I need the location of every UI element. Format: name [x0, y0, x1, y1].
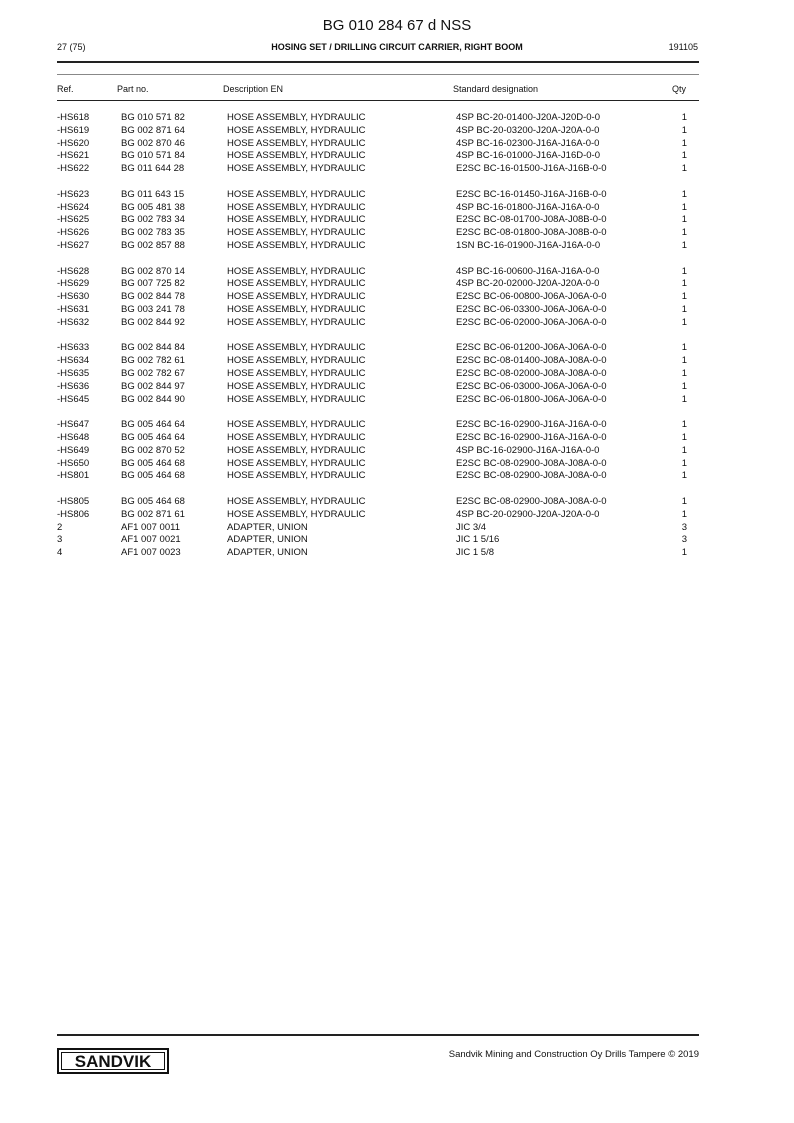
cell-qty: 3: [681, 534, 687, 546]
cell-part: BG 002 870 52: [121, 444, 185, 456]
cell-qty: 1: [681, 291, 687, 303]
cell-ref: -HS636: [57, 380, 90, 392]
cell-ref: 3: [57, 534, 63, 546]
cell-desc: HOSE ASSEMBLY, HYDRAULIC: [227, 188, 366, 200]
table-row: [0, 189, 794, 202]
cell-ref: -HS619: [57, 124, 90, 136]
table-row: [0, 342, 794, 355]
cell-std: E2SC BC-08-01800-J08A-J08B-0-0: [456, 227, 607, 239]
table-row: [0, 547, 794, 560]
cell-ref: -HS626: [57, 227, 90, 239]
cell-desc: HOSE ASSEMBLY, HYDRAULIC: [227, 304, 366, 315]
cell-desc: HOSE ASSEMBLY, HYDRAULIC: [227, 368, 366, 379]
cell-part: BG 002 857 88: [121, 240, 185, 251]
cell-qty: 1: [681, 240, 687, 251]
page-indicator: 27 (75): [57, 42, 86, 52]
cell-std: E2SC BC-06-02000-J06A-J06A-0-0: [456, 316, 607, 328]
cell-std: 4SP BC-16-02300-J16A-J16A-0-0: [456, 137, 600, 149]
column-header-part: Part no.: [117, 84, 149, 94]
cell-desc: HOSE ASSEMBLY, HYDRAULIC: [227, 112, 366, 123]
cell-qty: 1: [681, 304, 687, 315]
cell-part: BG 010 571 84: [121, 150, 185, 162]
table-row: [0, 227, 794, 240]
cell-ref: -HS623: [57, 188, 90, 200]
cell-ref: -HS622: [57, 163, 90, 175]
cell-ref: -HS648: [57, 432, 90, 443]
cell-part: BG 002 782 61: [121, 355, 185, 367]
cell-ref: -HS805: [57, 496, 90, 507]
cell-ref: -HS647: [57, 419, 90, 431]
cell-part: BG 002 870 46: [121, 137, 185, 149]
cell-part: BG 002 844 92: [121, 316, 185, 328]
cell-desc: HOSE ASSEMBLY, HYDRAULIC: [227, 342, 366, 354]
cell-std: 4SP BC-20-01400-J20A-J20D-0-0: [456, 112, 600, 123]
column-header-divider: [57, 100, 699, 101]
cell-std: E2SC BC-08-01700-J08A-J08B-0-0: [456, 214, 607, 226]
cell-ref: -HS633: [57, 342, 90, 354]
column-header-qty: Qty: [671, 84, 686, 94]
table-row: [0, 112, 794, 125]
header-divider: [57, 61, 699, 63]
cell-std: JIC 3/4: [456, 521, 487, 533]
column-header-description: Description EN: [223, 84, 284, 94]
cell-std: E2SC BC-08-01400-J08A-J08A-0-0: [456, 355, 607, 367]
cell-qty: 1: [681, 470, 687, 482]
cell-ref: -HS801: [57, 470, 90, 482]
cell-ref: -HS621: [57, 150, 90, 162]
cell-part: BG 002 782 67: [121, 368, 185, 379]
cell-part: BG 003 241 78: [121, 304, 185, 315]
cell-part: BG 002 871 61: [121, 508, 185, 520]
cell-part: BG 002 870 14: [121, 265, 185, 277]
table-row: [0, 445, 794, 458]
table-row: [0, 138, 794, 151]
table-row: [0, 317, 794, 330]
cell-qty: 1: [681, 547, 687, 559]
cell-std: E2SC BC-08-02900-J08A-J08A-0-0: [456, 496, 607, 507]
cell-part: BG 002 783 34: [121, 214, 185, 226]
cell-desc: HOSE ASSEMBLY, HYDRAULIC: [227, 124, 366, 136]
cell-ref: -HS627: [57, 240, 90, 251]
cell-desc: ADAPTER, UNION: [227, 547, 308, 559]
cell-ref: -HS629: [57, 278, 90, 290]
cell-part: BG 005 464 68: [121, 470, 185, 482]
table-row: [0, 432, 794, 445]
cell-qty: 1: [681, 112, 687, 123]
table-row: [0, 304, 794, 317]
footer-divider: [57, 1034, 699, 1036]
cell-desc: HOSE ASSEMBLY, HYDRAULIC: [227, 355, 366, 367]
cell-qty: 3: [681, 521, 687, 533]
cell-std: E2SC BC-06-03000-J06A-J06A-0-0: [456, 380, 607, 392]
cell-desc: ADAPTER, UNION: [227, 521, 308, 533]
table-row: [0, 509, 794, 522]
cell-ref: -HS631: [57, 304, 90, 315]
table-row: [0, 125, 794, 138]
cell-qty: 1: [681, 188, 687, 200]
cell-ref: -HS632: [57, 316, 90, 328]
cell-desc: HOSE ASSEMBLY, HYDRAULIC: [227, 150, 366, 162]
cell-qty: 1: [681, 201, 687, 213]
table-row: [0, 381, 794, 394]
table-row: [0, 266, 794, 279]
table-row: [0, 240, 794, 253]
cell-part: BG 011 644 28: [121, 163, 185, 175]
cell-ref: -HS625: [57, 214, 90, 226]
cell-part: BG 002 844 84: [121, 342, 185, 354]
cell-std: 4SP BC-20-02900-J20A-J20A-0-0: [456, 508, 600, 520]
cell-desc: HOSE ASSEMBLY, HYDRAULIC: [227, 316, 366, 328]
cell-std: JIC 1 5/16: [456, 534, 500, 546]
cell-ref: -HS620: [57, 137, 90, 149]
cell-std: E2SC BC-08-02900-J08A-J08A-0-0: [456, 457, 607, 469]
logo-text: SANDVIK: [61, 1052, 165, 1070]
cell-part: AF1 007 0011: [121, 521, 180, 533]
cell-qty: 1: [681, 444, 687, 456]
table-row: [0, 202, 794, 215]
cell-std: E2SC BC-06-00800-J06A-J06A-0-0: [456, 291, 607, 303]
cell-part: BG 005 464 64: [121, 432, 185, 443]
cell-std: E2SC BC-16-02900-J16A-J16A-0-0: [456, 419, 607, 431]
cell-qty: 1: [681, 368, 687, 379]
cell-part: BG 005 464 68: [121, 457, 185, 469]
cell-qty: 1: [681, 316, 687, 328]
cell-qty: 1: [681, 265, 687, 277]
table-top-divider: [57, 74, 699, 75]
cell-qty: 1: [681, 342, 687, 354]
column-header-standard: Standard designation: [453, 84, 539, 94]
cell-std: E2SC BC-06-03300-J06A-J06A-0-0: [456, 304, 607, 315]
cell-std: 4SP BC-20-02000-J20A-J20A-0-0: [456, 278, 600, 290]
cell-part: BG 002 783 35: [121, 227, 185, 239]
cell-qty: 1: [681, 150, 687, 162]
cell-std: 4SP BC-16-02900-J16A-J16A-0-0: [456, 444, 600, 456]
cell-qty: 1: [681, 419, 687, 431]
table-row: [0, 496, 794, 509]
cell-ref: -HS624: [57, 201, 90, 213]
table-row: [0, 355, 794, 368]
cell-desc: HOSE ASSEMBLY, HYDRAULIC: [227, 291, 366, 303]
document-code: 191105: [668, 42, 698, 52]
cell-desc: HOSE ASSEMBLY, HYDRAULIC: [227, 265, 366, 277]
footer-copyright: Sandvik Mining and Construction Oy Drills Tampere © 2019: [448, 1049, 699, 1060]
cell-desc: HOSE ASSEMBLY, HYDRAULIC: [227, 419, 366, 431]
cell-std: E2SC BC-16-01450-J16A-J16B-0-0: [456, 188, 607, 200]
cell-desc: HOSE ASSEMBLY, HYDRAULIC: [227, 163, 366, 175]
cell-std: 4SP BC-16-00600-J16A-J16A-0-0: [456, 265, 600, 277]
cell-desc: HOSE ASSEMBLY, HYDRAULIC: [227, 496, 366, 507]
cell-qty: 1: [681, 137, 687, 149]
page-title: HOSING SET / DRILLING CIRCUIT CARRIER, RIGHT BOOM: [271, 42, 523, 52]
cell-std: E2SC BC-06-01800-J06A-J06A-0-0: [456, 393, 607, 405]
cell-qty: 1: [681, 432, 687, 443]
cell-desc: HOSE ASSEMBLY, HYDRAULIC: [227, 432, 366, 443]
cell-desc: HOSE ASSEMBLY, HYDRAULIC: [227, 470, 366, 482]
cell-qty: 1: [681, 355, 687, 367]
cell-part: BG 005 464 64: [121, 419, 185, 431]
cell-desc: HOSE ASSEMBLY, HYDRAULIC: [227, 457, 366, 469]
cell-std: 4SP BC-20-03200-J20A-J20A-0-0: [456, 124, 600, 136]
cell-qty: 1: [681, 227, 687, 239]
cell-part: BG 010 571 82: [121, 112, 185, 123]
cell-part: BG 002 844 97: [121, 380, 185, 392]
cell-desc: HOSE ASSEMBLY, HYDRAULIC: [227, 380, 366, 392]
cell-qty: 1: [681, 393, 687, 405]
cell-ref: -HS645: [57, 393, 90, 405]
table-row: [0, 278, 794, 291]
table-row: [0, 291, 794, 304]
cell-std: E2SC BC-16-02900-J16A-J16A-0-0: [456, 432, 607, 443]
table-row: [0, 419, 794, 432]
cell-desc: HOSE ASSEMBLY, HYDRAULIC: [227, 444, 366, 456]
cell-std: E2SC BC-08-02900-J08A-J08A-0-0: [456, 470, 607, 482]
cell-desc: HOSE ASSEMBLY, HYDRAULIC: [227, 201, 366, 213]
cell-ref: -HS649: [57, 444, 90, 456]
table-row: [0, 214, 794, 227]
cell-desc: HOSE ASSEMBLY, HYDRAULIC: [227, 508, 366, 520]
cell-desc: HOSE ASSEMBLY, HYDRAULIC: [227, 227, 366, 239]
cell-ref: 2: [57, 521, 63, 533]
cell-part: AF1 007 0021: [121, 534, 181, 546]
cell-part: BG 011 643 15: [121, 188, 185, 200]
cell-qty: 1: [681, 496, 687, 507]
cell-desc: HOSE ASSEMBLY, HYDRAULIC: [227, 137, 366, 149]
cell-part: AF1 007 0023: [121, 547, 181, 559]
sandvik-logo: [57, 1048, 169, 1074]
cell-desc: HOSE ASSEMBLY, HYDRAULIC: [227, 278, 366, 290]
table-row: [0, 150, 794, 163]
table-row: [0, 458, 794, 471]
cell-part: BG 002 871 64: [121, 124, 185, 136]
table-row: [0, 368, 794, 381]
cell-ref: -HS806: [57, 508, 90, 520]
cell-ref: -HS635: [57, 368, 90, 379]
cell-std: 1SN BC-16-01900-J16A-J16A-0-0: [456, 240, 601, 251]
cell-std: E2SC BC-06-01200-J06A-J06A-0-0: [456, 342, 607, 354]
table-row: [0, 534, 794, 547]
cell-desc: HOSE ASSEMBLY, HYDRAULIC: [227, 240, 366, 251]
cell-qty: 1: [681, 163, 687, 175]
cell-ref: -HS628: [57, 265, 90, 277]
cell-qty: 1: [681, 124, 687, 136]
cell-std: 4SP BC-16-01000-J16A-J16D-0-0: [456, 150, 600, 162]
cell-desc: HOSE ASSEMBLY, HYDRAULIC: [227, 393, 366, 405]
cell-std: 4SP BC-16-01800-J16A-J16A-0-0: [456, 201, 600, 213]
cell-ref: -HS650: [57, 457, 90, 469]
cell-qty: 1: [681, 214, 687, 226]
cell-part: BG 005 481 38: [121, 201, 185, 213]
cell-part: BG 002 844 90: [121, 393, 185, 405]
cell-desc: ADAPTER, UNION: [227, 534, 308, 546]
document-number: BG 010 284 67 d NSS: [322, 17, 472, 34]
table-row: [0, 394, 794, 407]
cell-qty: 1: [681, 380, 687, 392]
table-row: [0, 470, 794, 483]
cell-ref: 4: [57, 547, 63, 559]
cell-std: JIC 1 5/8: [456, 547, 495, 559]
cell-ref: -HS634: [57, 355, 90, 367]
table-row: [0, 163, 794, 176]
cell-desc: HOSE ASSEMBLY, HYDRAULIC: [227, 214, 366, 226]
cell-ref: -HS630: [57, 291, 90, 303]
cell-qty: 1: [681, 278, 687, 290]
cell-std: E2SC BC-08-02000-J08A-J08A-0-0: [456, 368, 607, 379]
cell-std: E2SC BC-16-01500-J16A-J16B-0-0: [456, 163, 607, 175]
cell-qty: 1: [681, 457, 687, 469]
cell-part: BG 007 725 82: [121, 278, 185, 290]
cell-part: BG 002 844 78: [121, 291, 185, 303]
cell-part: BG 005 464 68: [121, 496, 185, 507]
cell-qty: 1: [681, 508, 687, 520]
cell-ref: -HS618: [57, 112, 90, 123]
table-row: [0, 522, 794, 535]
column-header-ref: Ref.: [57, 84, 74, 94]
